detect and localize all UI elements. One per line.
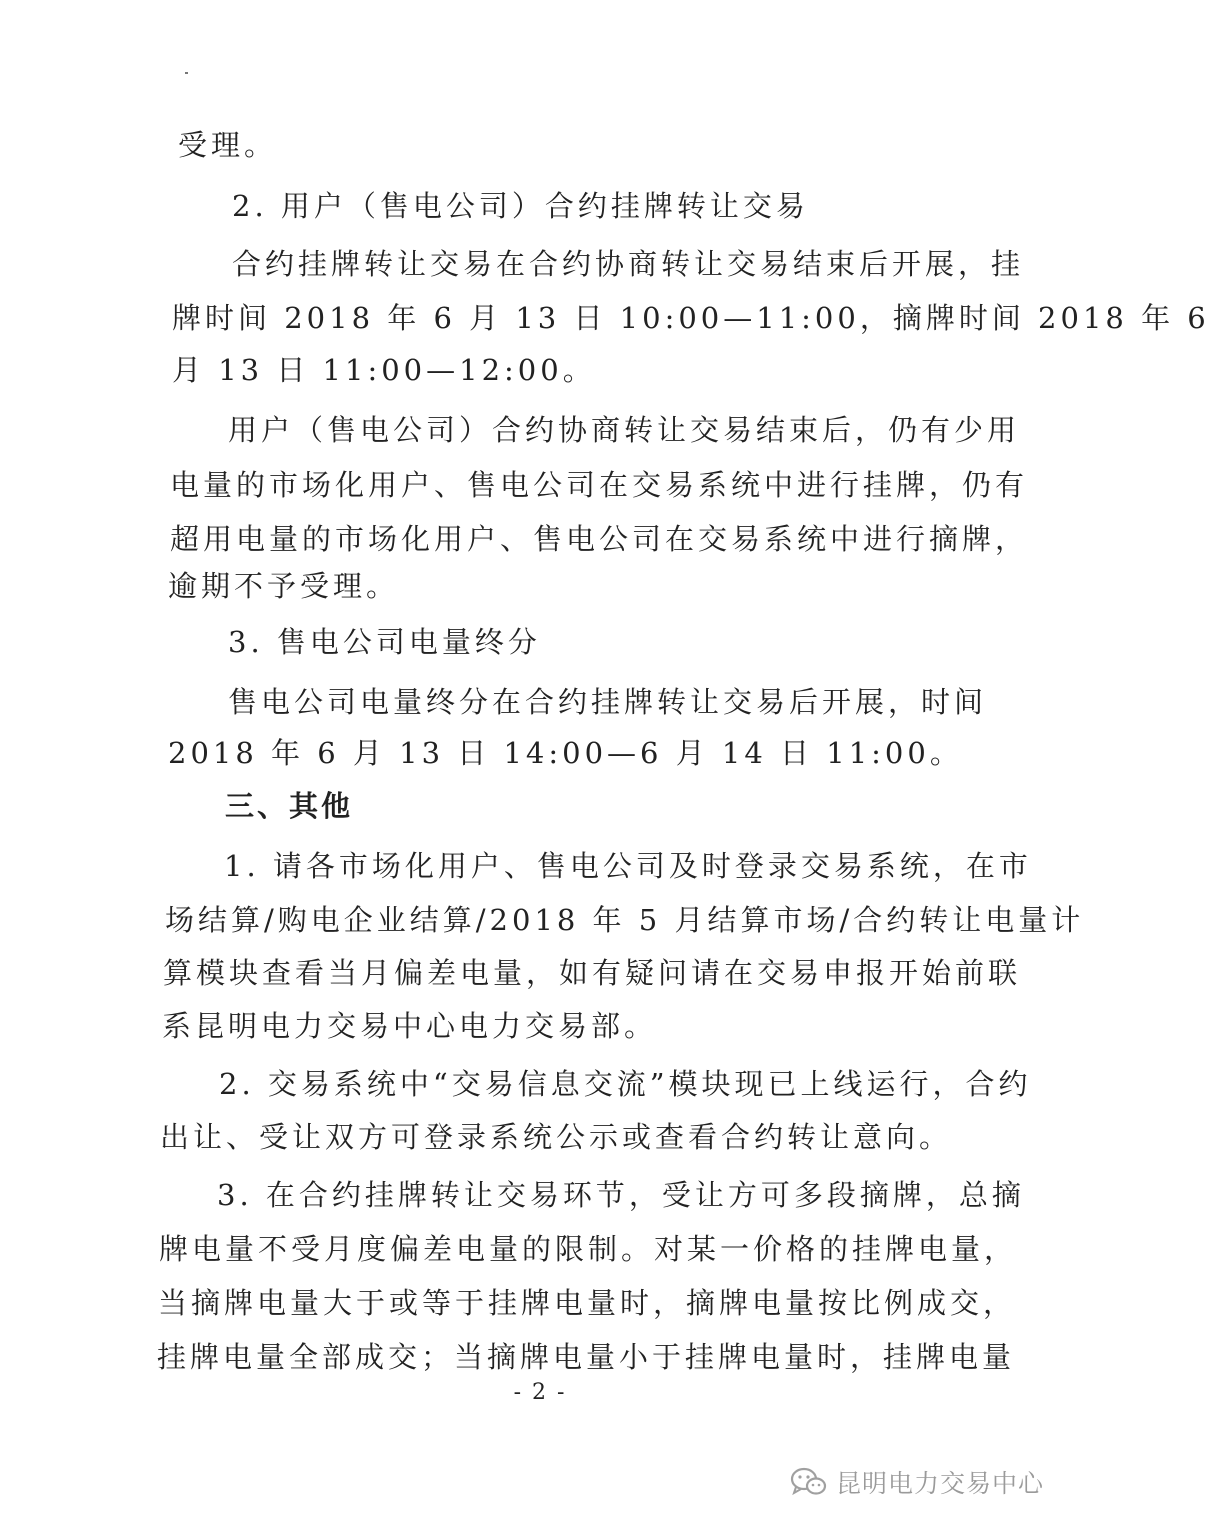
text-line-1: 受理。	[178, 128, 278, 162]
page-number: - 2 -	[513, 1380, 567, 1405]
wechat-icon	[790, 1466, 828, 1498]
text-line-11: 售电公司电量终分在合约挂牌转让交易后开展，时间	[228, 685, 988, 719]
text-line-7: 电量的市场化用户、售电公司在交易系统中进行挂牌，仍有	[170, 468, 1029, 502]
text-line-23: 挂牌电量全部成交；当摘牌电量小于挂牌电量时，挂牌电量	[157, 1340, 1016, 1374]
wechat-watermark	[790, 1462, 1044, 1502]
text-line-4: 牌时间 2018 年 6 月 13 日 10:00—11:00，摘牌时间 2018 年 6	[172, 301, 1210, 335]
watermark-text: 昆明电力交易中心	[836, 1469, 1045, 1498]
text-line-22: 当摘牌电量大于或等于挂牌电量时，摘牌电量按比例成交，	[158, 1286, 1017, 1320]
text-line-8: 超用电量的市场化用户、售电公司在交易系统中进行摘牌，	[170, 522, 1029, 556]
text-line-16: 算模块查看当月偏差电量，如有疑问请在交易申报开始前联	[163, 956, 1022, 990]
text-line-10: 3. 售电公司电量终分	[228, 625, 541, 659]
text-line-3: 合约挂牌转让交易在合约协商转让交易结束后开展，挂	[232, 247, 1025, 281]
section-heading-other: 三、其他	[225, 789, 354, 823]
text-line-5: 月 13 日 11:00—12:00。	[172, 353, 596, 387]
text-line-6: 用户（售电公司）合约协商转让交易结束后，仍有少用	[228, 413, 1021, 447]
text-line-15: 场结算/购电企业结算/2018 年 5 月结算市场/合约转让电量计	[165, 903, 1085, 937]
text-line-21: 牌电量不受月度偏差电量的限制。对某一价格的挂牌电量，	[159, 1232, 1018, 1266]
scan-speck	[185, 72, 188, 74]
text-line-18: 2. 交易系统中“交易信息交流”模块现已上线运行，合约	[219, 1067, 1032, 1101]
text-line-12: 2018 年 6 月 13 日 14:00—6 月 14 日 11:00。	[168, 736, 963, 770]
text-line-9: 逾期不予受理。	[168, 569, 400, 603]
text-line-19: 出让、受让双方可登录系统公示或查看合约转让意向。	[160, 1120, 953, 1154]
text-line-2: 2. 用户（售电公司）合约挂牌转让交易	[232, 189, 809, 223]
text-line-14: 1. 请各市场化用户、售电公司及时登录交易系统，在市	[224, 849, 1032, 883]
text-line-17: 系昆明电力交易中心电力交易部。	[162, 1009, 658, 1043]
text-line-20: 3. 在合约挂牌转让交易环节，受让方可多段摘牌，总摘	[217, 1178, 1025, 1212]
